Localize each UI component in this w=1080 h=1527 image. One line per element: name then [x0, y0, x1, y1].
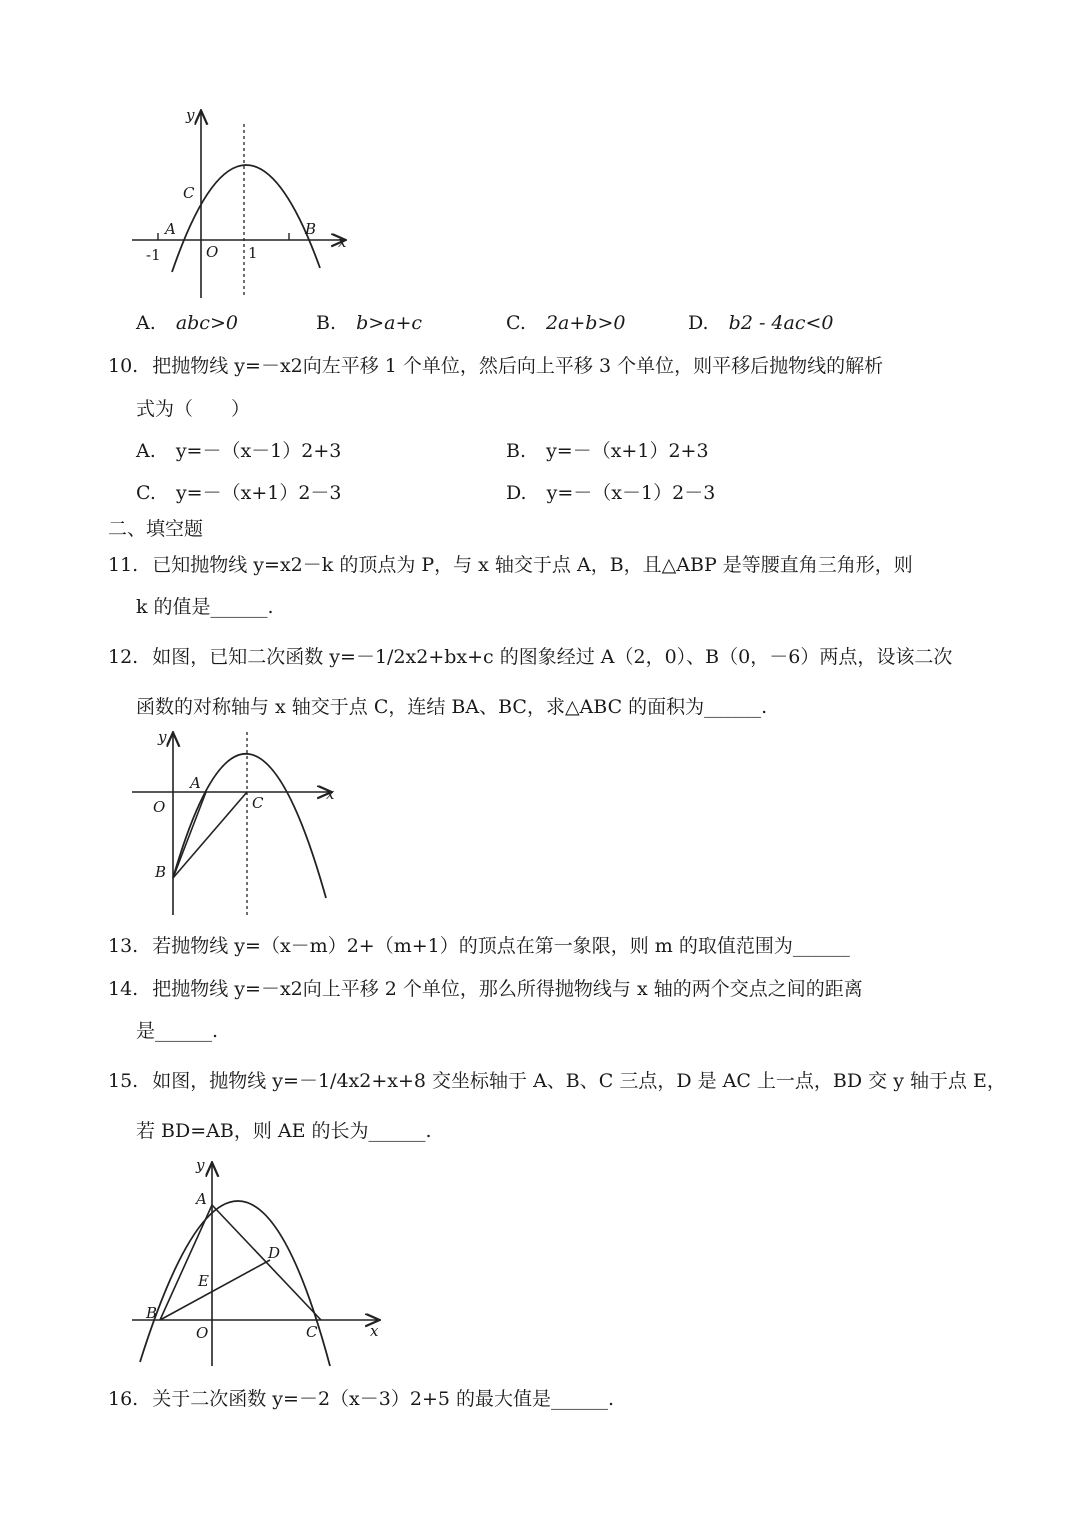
point-c-label: C — [306, 1323, 318, 1341]
q9-option-c-text: 2a+b>0 — [545, 312, 626, 334]
q12-text-line1: 如图，已知二次函数 y=－1/2x2+bx+c 的图象经过 A（2，0）、B（0，－6）两点，设该二次 — [152, 646, 953, 668]
q9-option-a-text: abc>0 — [175, 312, 238, 334]
q15-line1 — [108, 1070, 1006, 1092]
point-a-label: A — [165, 220, 176, 238]
q10-option-d-key: D. — [506, 482, 527, 504]
q14-line1 — [108, 980, 988, 999]
figure-q9-parabola — [0, 0, 1080, 320]
q9-option-c — [506, 314, 625, 333]
x-label: x — [338, 233, 347, 251]
q9-option-b-text: b>a+c — [356, 312, 423, 334]
q9-option-d-text: b2 - 4ac<0 — [728, 312, 834, 334]
q10-option-c-key: C. — [136, 482, 156, 504]
q14-line2 — [136, 1022, 1016, 1041]
q15-number: 15. — [108, 1070, 139, 1092]
point-c-label: C — [252, 794, 264, 812]
segment-bd — [160, 1260, 270, 1320]
q10-option-d-text: y=－（x－1）2－3 — [546, 482, 716, 504]
q13-line — [108, 937, 988, 956]
q12-line2 — [136, 698, 1016, 717]
parabola-curve — [140, 1201, 330, 1366]
q12-line1 — [108, 648, 988, 667]
y-label: y — [186, 106, 195, 124]
segment-bc — [173, 792, 247, 878]
q14-text-line1: 把抛物线 y=－x2向上平移 2 个单位，那么所得抛物线与 x 轴的两个交点之间的距离 — [152, 978, 863, 1000]
q15-text-line1: 如图，抛物线 y=－1/4x2+x+8 交坐标轴于 A、B、C 三点，D 是 AC 上一点，BD 交 y 轴于点 E， — [152, 1070, 1006, 1092]
point-c-label: C — [183, 184, 195, 202]
q11-number: 11. — [108, 554, 139, 576]
q10-option-b-key: B. — [506, 440, 527, 462]
point-d-label: D — [268, 1244, 281, 1262]
q10-option-a — [136, 442, 341, 461]
q16-line — [108, 1390, 988, 1409]
q9-option-d — [688, 314, 833, 333]
segment-ba — [173, 792, 206, 878]
q11-line2 — [136, 598, 1016, 617]
q11-text-line2: k 的值是______. — [136, 596, 274, 618]
q10-line2 — [136, 400, 1016, 419]
q10-option-c-text: y=－（x+1）2－3 — [175, 482, 342, 504]
q10-option-c — [136, 484, 342, 503]
q14-text-line2: 是______. — [136, 1020, 219, 1042]
q13-text: 若抛物线 y=（x－m）2+（m+1）的顶点在第一象限，则 m 的取值范围为______ — [152, 935, 850, 957]
q11-text-line1: 已知抛物线 y=x2－k 的顶点为 P，与 x 轴交于点 A，B，且△ABP 是等腰直角三角形，则 — [152, 554, 913, 576]
q14-number: 14. — [108, 978, 139, 1000]
q9-option-a-key: A. — [136, 312, 156, 334]
q15-text-line2: 若 BD=AB，则 AE 的长为______. — [136, 1120, 432, 1142]
q11-line1 — [108, 556, 988, 575]
q10-option-a-key: A. — [136, 440, 156, 462]
segment-ab — [160, 1205, 212, 1320]
origin-label: O — [206, 243, 219, 261]
q9-option-b-key: B. — [316, 312, 337, 334]
q9-option-b — [316, 314, 422, 333]
q9-option-c-key: C. — [506, 312, 526, 334]
point-a-label: A — [196, 1190, 207, 1208]
y-label: y — [158, 728, 167, 746]
q10-text-line1: 把抛物线 y=－x2向左平移 1 个单位，然后向上平移 3 个单位，则平移后抛物线的解析 — [152, 355, 884, 377]
figure-q15-parabola — [0, 1150, 1080, 1380]
y-label: y — [196, 1156, 205, 1174]
point-b-label: B — [146, 1304, 158, 1322]
section-title: 二、填空题 — [108, 518, 204, 540]
x-label: x — [370, 1322, 379, 1340]
q10-line1 — [108, 357, 988, 376]
point-b-label: B — [155, 863, 167, 881]
parabola-curve — [172, 165, 320, 272]
q10-option-a-text: y=－（x－1）2+3 — [175, 440, 342, 462]
x-label: x — [326, 785, 335, 803]
q13-number: 13. — [108, 935, 139, 957]
tick-label-neg1: -1 — [146, 246, 161, 264]
q10-option-b — [506, 442, 709, 461]
q9-option-a — [136, 314, 238, 333]
q10-text-line2: 式为（ ） — [136, 398, 251, 420]
origin-label: O — [196, 1324, 209, 1342]
point-a-label: A — [190, 774, 201, 792]
tick-label-1: 1 — [248, 244, 258, 262]
q16-number: 16. — [108, 1388, 139, 1410]
q10-option-b-text: y=－（x+1）2+3 — [546, 440, 709, 462]
q12-number: 12. — [108, 646, 139, 668]
point-b-label: B — [305, 220, 317, 238]
q16-text: 关于二次函数 y=－2（x－3）2+5 的最大值是______. — [152, 1388, 615, 1410]
q12-text-line2: 函数的对称轴与 x 轴交于点 C，连结 BA、BC，求△ABC 的面积为______. — [136, 696, 768, 718]
point-e-label: E — [198, 1272, 209, 1290]
q9-option-d-key: D. — [688, 312, 709, 334]
q10-number: 10. — [108, 355, 139, 377]
q15-line2 — [136, 1122, 1016, 1141]
figure-q12-parabola — [0, 720, 1080, 930]
origin-label: O — [153, 798, 166, 816]
q10-option-d — [506, 484, 715, 503]
